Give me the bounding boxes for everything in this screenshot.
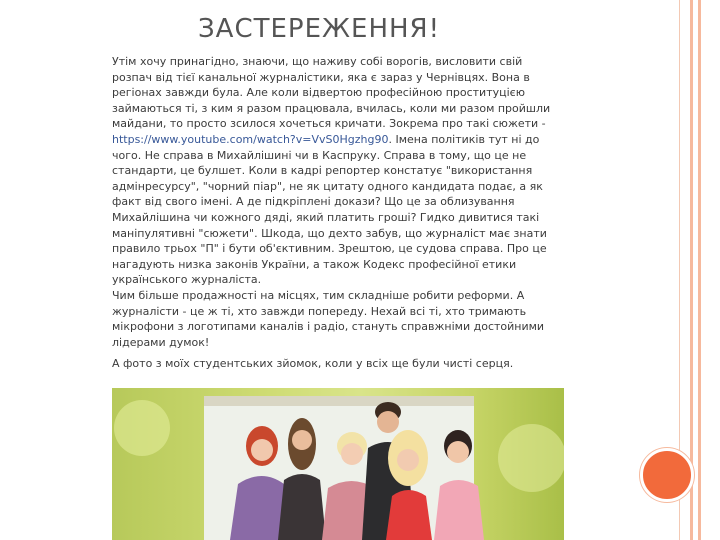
student-group-photo [112, 388, 564, 540]
post-text-intro: Утім хочу принагідно, знаючи, що наживу собі ворогів, висловити свій розпач від тієї канальної журналістики, яка є зараз у Чернівцях. Вона в регіонах завжди була. Але коли відвертою професійною проституцією займаються ті, з ким я разом працювала, вчилась, коли ми разом пройшли майдани, то просто зсилося хочеться кричати. Зокрема про такі сюжети - [112, 55, 551, 131]
post-paragraph-2: Чим більше продажності на місцях, тим складніше робити реформи. А журналісти - це ж ті, хто завжди попереду. Нехай всі ті, хто тримають мікрофони з логотипами каналів і радіо, стануть справжніми достойними лідерами думок! [112, 288, 545, 349]
person-face [341, 443, 363, 465]
post-text-continuation: . Імена політиків тут ні до чого. Не справа в Михайлішині чи в Каспруку. Справа в тому, що це не стандарти, це булшет. Коли в кадрі репортер констатує "використання адмінресурсу", "чорний піар", не як цитату одного кандидата подає, а як факт від свого імені. А де підкріплені докази? Що це за облизування Михайлішина чи кожного дяді, який платить гроші? Гидко дивитися такі маніпулятивні "сюжети". Шкода, що дехто забув, що журналіст має знати правило трьох "П" і бути об'єктивним. Зрештою, це судова справа. Про це нагадують низка законів України, а також Кодекс професійної етики українського журналіста. [112, 132, 547, 287]
person-face [292, 430, 312, 450]
youtube-link[interactable]: https://www.youtube.com/watch?v=VvS0Hgzhg90 [112, 132, 389, 146]
rail-line [690, 0, 693, 540]
photo-light-spot [498, 424, 564, 492]
facebook-post-text [112, 54, 564, 372]
person-face [447, 441, 469, 463]
person-body [434, 480, 484, 540]
post-paragraph-3: А фото з моїх студентських зйомок, коли у всіх ще були чисті серця. [112, 357, 514, 371]
person-body [278, 474, 326, 540]
person-body [386, 490, 432, 540]
decorative-orange-circle [640, 448, 694, 502]
post-paragraph-1 [112, 54, 564, 288]
photo-stage-top [204, 396, 474, 406]
slide-title: ЗАСТЕРЕЖЕННЯ! [198, 14, 441, 44]
photo-illustration [112, 388, 564, 540]
person-face [251, 439, 273, 461]
photo-light-spot [114, 400, 170, 456]
person-face [377, 411, 399, 433]
person-face [397, 449, 419, 471]
rail-line [698, 0, 701, 540]
